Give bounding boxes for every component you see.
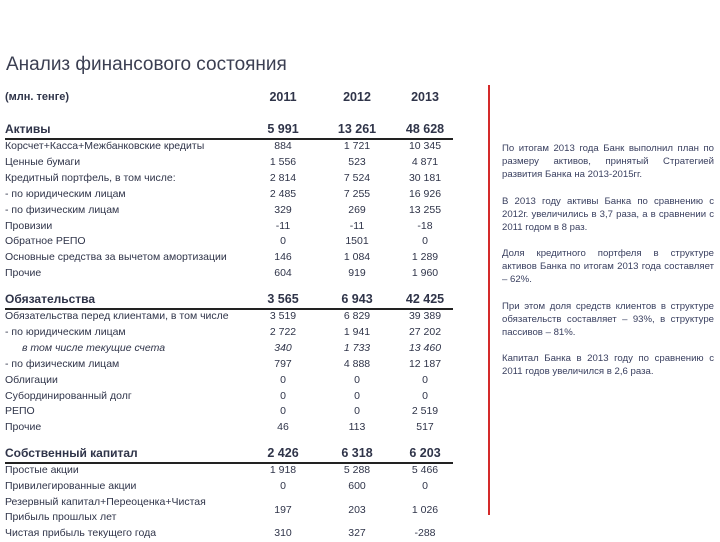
- row-label: - по юридическим лицам: [5, 325, 126, 338]
- value-2013: 30 181: [408, 171, 442, 184]
- value-2013: 1 960: [411, 267, 439, 280]
- value-2011: 340: [274, 341, 292, 354]
- row-label: Субординированный долг: [5, 389, 132, 402]
- row-label: Простые акции: [5, 464, 79, 476]
- value-2011: -11: [275, 219, 291, 232]
- table-row: [0, 463, 460, 479]
- value-2012: 1501: [345, 235, 369, 248]
- value-2012: 327: [348, 526, 366, 539]
- value-2011: 0: [280, 405, 286, 418]
- value-2011: 604: [274, 267, 292, 280]
- row-label: Активы: [5, 122, 51, 136]
- table-row: [0, 357, 460, 373]
- value-2012: 523: [348, 155, 366, 168]
- value-2011: 0: [280, 389, 286, 402]
- value-2013: 39 389: [408, 310, 442, 322]
- value-2011: 310: [274, 526, 292, 539]
- page-title: Анализ финансового состояния: [6, 54, 287, 75]
- year-2012: 2012: [343, 90, 371, 104]
- table-row: [0, 389, 460, 405]
- value-2012: 269: [348, 203, 366, 216]
- table-row: [0, 309, 460, 325]
- row-label: Обратное РЕПО: [5, 235, 86, 248]
- value-2011: 884: [274, 140, 292, 152]
- table-row: [0, 171, 460, 187]
- value-2011: 2 814: [269, 171, 297, 184]
- value-2013: 0: [422, 373, 428, 386]
- value-2013: 16 926: [408, 187, 442, 200]
- value-2011: 3 519: [269, 310, 297, 322]
- summary-notes: [502, 142, 714, 392]
- table-row: [0, 526, 460, 542]
- value-2013: 6 203: [409, 446, 441, 460]
- value-2013: 48 628: [405, 122, 445, 136]
- row-label: РЕПО: [5, 405, 35, 418]
- value-2011: 146: [274, 251, 292, 264]
- row-label: Провизии: [5, 219, 53, 232]
- table-row: [0, 373, 460, 389]
- value-2011: 5 991: [267, 122, 299, 136]
- table-row: [0, 420, 460, 436]
- value-2013: 5 466: [411, 464, 439, 476]
- table-row: [0, 479, 460, 495]
- value-2013: 42 425: [405, 292, 445, 306]
- value-2013: 10 345: [408, 140, 442, 152]
- value-2011: 46: [277, 421, 289, 434]
- section-total-row: [0, 292, 460, 308]
- value-2011: 0: [280, 479, 286, 492]
- row-label: Прочие: [5, 421, 42, 434]
- value-2012: 6 318: [341, 446, 373, 460]
- row-label: Кредитный портфель, в том числе:: [5, 171, 176, 184]
- value-2013: 4 871: [411, 155, 439, 168]
- value-2012: 203: [348, 503, 366, 516]
- row-label: Ценные бумаги: [5, 155, 81, 168]
- row-label: Прочие: [5, 267, 42, 280]
- section-total-row: [0, 122, 460, 138]
- section-total-row: [0, 446, 460, 462]
- value-2013: 27 202: [408, 325, 442, 338]
- row-label: Обязательства: [5, 292, 96, 306]
- value-2012: 1 084: [343, 251, 371, 264]
- table-row: [0, 155, 460, 171]
- row-label: Обязательства перед клиентами, в том числе: [5, 310, 229, 322]
- value-2011: 2 722: [269, 325, 297, 338]
- value-2013: 1 289: [411, 251, 439, 264]
- table-row: [0, 234, 460, 250]
- value-2011: 797: [274, 357, 292, 370]
- value-2011: 0: [280, 235, 286, 248]
- value-2012: 13 261: [337, 122, 377, 136]
- value-2013: 0: [422, 479, 428, 492]
- note: Капитал Банка в 2013 году по сравнению с 2011 годов увеличился в 2,6 раза.: [502, 353, 714, 377]
- table-row: [0, 187, 460, 203]
- value-2011: 1 918: [269, 464, 297, 476]
- row-label: Чистая прибыль текущего года: [5, 526, 157, 539]
- row-label: Собственный капитал: [5, 446, 138, 460]
- units-label: (млн. тенге): [5, 91, 70, 103]
- value-2012: 1 941: [343, 325, 371, 338]
- row-label: Привилегированные акции: [5, 479, 137, 492]
- value-2013: 0: [422, 235, 428, 248]
- year-2013: 2013: [411, 90, 439, 104]
- table-row: [0, 203, 460, 219]
- value-2012: 0: [354, 389, 360, 402]
- table-row: [0, 325, 460, 341]
- value-2012: 0: [354, 405, 360, 418]
- value-2011: 2 485: [269, 187, 297, 200]
- note: При этом доля средств клиентов в структуре обязательств составляет – 93%, в структуре пассивов – 81%.: [502, 300, 714, 338]
- value-2012: 600: [348, 479, 366, 492]
- value-2012: 6 943: [341, 292, 373, 306]
- table-row: [0, 266, 460, 282]
- value-2012: 1 733: [343, 341, 371, 354]
- value-2011: 3 565: [267, 292, 299, 306]
- value-2011: 2 426: [267, 446, 299, 460]
- year-2011: 2011: [269, 90, 297, 104]
- table-row: [0, 250, 460, 266]
- value-2011: 0: [280, 373, 286, 386]
- value-2012: -11: [349, 219, 365, 232]
- value-2013: 0: [422, 389, 428, 402]
- row-label: в том числе текущие счета: [22, 341, 166, 354]
- note: Доля кредитного портфеля в структуре активов Банка по итогам 2013 года составляет – 62%.: [502, 248, 714, 285]
- value-2012: 7 255: [343, 187, 371, 200]
- value-2013: -288: [414, 526, 436, 539]
- table-row: [0, 219, 460, 235]
- value-2012: 1 721: [343, 140, 371, 152]
- value-2013: 1 026: [411, 503, 439, 516]
- row-label: - по физическим лицам: [5, 357, 120, 370]
- table-header: [0, 90, 460, 106]
- value-2013: 12 187: [408, 357, 442, 370]
- row-label: Резервный капитал+Переоценка+Чистая Прибыль прошлых лет: [5, 495, 206, 523]
- row-label: Корсчет+Касса+Межбанковские кредиты: [5, 140, 205, 152]
- value-2011: 1 556: [269, 155, 297, 168]
- value-2012: 0: [354, 373, 360, 386]
- value-2012: 919: [348, 267, 366, 280]
- table-row: [0, 404, 460, 420]
- table-row: [0, 341, 460, 357]
- value-2013: 13 255: [408, 203, 442, 216]
- value-2013: 13 460: [408, 341, 442, 354]
- row-label: - по физическим лицам: [5, 203, 120, 216]
- value-2012: 5 288: [343, 464, 371, 476]
- note: По итогам 2013 года Банк выполнил план по размеру активов, принятый Стратегией развития Банка на 2013-2015гг.: [502, 143, 714, 180]
- table-row: [0, 139, 460, 155]
- value-2013: -18: [417, 219, 433, 232]
- row-label: - по юридическим лицам: [5, 187, 126, 200]
- table-row: [0, 495, 460, 525]
- row-label: Облигации: [5, 373, 58, 386]
- value-2011: 197: [274, 503, 292, 516]
- row-label: Основные средства за вычетом амортизации: [5, 251, 227, 264]
- divider-line: [488, 85, 490, 515]
- value-2011: 329: [274, 203, 292, 216]
- value-2012: 6 829: [343, 310, 371, 322]
- value-2013: 2 519: [411, 405, 439, 418]
- value-2013: 517: [416, 421, 434, 434]
- value-2012: 7 524: [343, 171, 371, 184]
- value-2012: 4 888: [343, 357, 371, 370]
- value-2012: 113: [348, 421, 366, 434]
- note: В 2013 году активы Банка по сравнению с 2012г. увеличились в 3,7 раза, а в сравнении с 2011 годом в 8 раз.: [502, 195, 714, 233]
